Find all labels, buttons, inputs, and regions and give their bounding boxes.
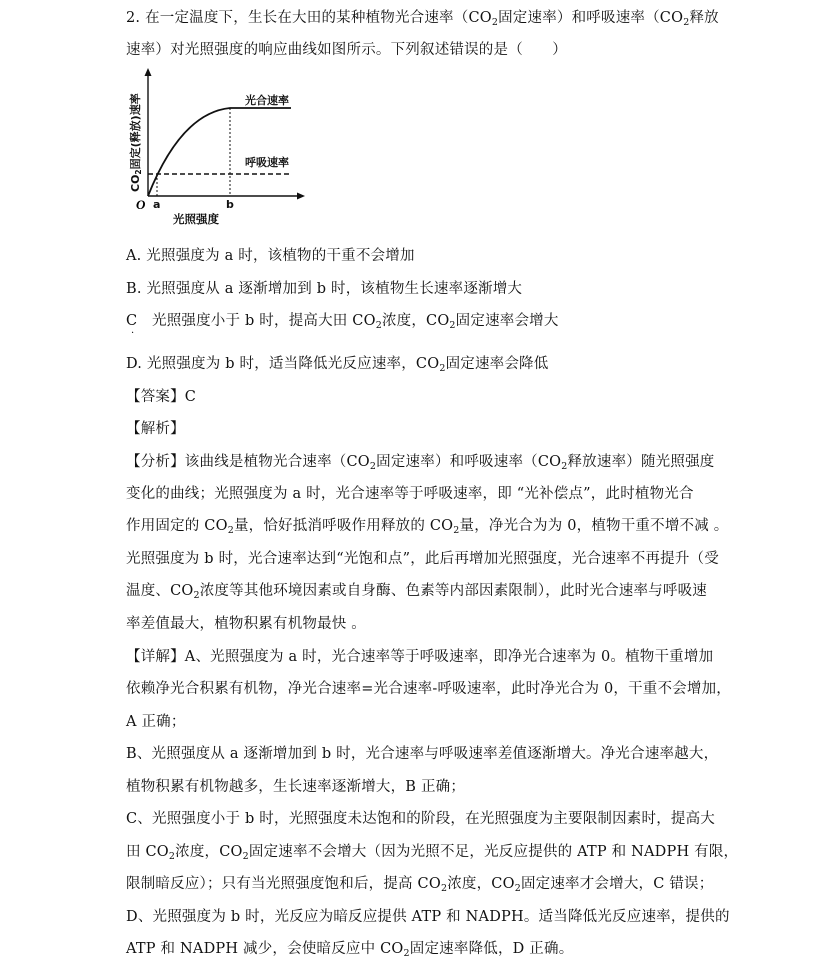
question-stem-line-1: 2. 在一定温度下，生长在大田的某种植物光合速率（$CO_2$固定速率）和呼吸速率（$CO_2$释放 xyxy=(126,10,719,28)
detail-line-2: 依赖净光合积累有机物，净光合速率=光合速率-呼吸速率，此时净光合为 0，干重不会增加， xyxy=(126,681,731,697)
photosynthesis-curve xyxy=(148,108,291,196)
option-b: B. 光照强度从 a 逐渐增加到 b 时，该植物生长速率逐渐增大 xyxy=(126,281,523,297)
detail-line-10: ATP 和 NADPH 减少，会使暗反应中 $CO_2$固定速率降低，D 正确。 xyxy=(126,941,574,959)
svg-text:CO2固定(释放)速率: CO2固定(释放)速率 xyxy=(129,93,143,192)
tick-b: b xyxy=(226,198,234,211)
analysis-title: 【解析】 xyxy=(126,421,185,437)
answer: 【答案】C xyxy=(126,389,197,405)
question-number: 2. xyxy=(126,10,141,26)
analysis-line-1: 【分析】该曲线是植物光合速率（$CO_2$固定速率）和呼吸速率（$CO_2$释放速率）随光照强度 xyxy=(126,454,715,472)
y-axis-label xyxy=(128,93,143,192)
tick-a: a xyxy=(153,198,161,211)
option-c: C 光照强度小于 b 时，提高大田 $CO_2$浓度，$CO_2$固定速率会增大 xyxy=(126,313,559,331)
rate-light-curve-figure xyxy=(126,68,306,230)
option-d: D. 光照强度为 b 时，适当降低光反应速率，$CO_2$固定速率会降低 xyxy=(126,356,549,374)
detail-line-5: 植物积累有机物越多，生长速率逐渐增大，B 正确； xyxy=(126,779,466,795)
option-a: A. 光照强度为 a 时，该植物的干重不会增加 xyxy=(126,248,415,264)
y-axis-arrow xyxy=(145,68,152,76)
detail-line-3: A 正确； xyxy=(126,714,186,730)
analysis-line-4: 光照强度为 b 时，光合速率达到“光饱和点”，此后再增加光照强度，光合速率不再提升（受 xyxy=(126,551,719,567)
analysis-line-3: 作用固定的 $CO_2$量，恰好抵消呼吸作用释放的 $CO_2$量，净光合为为 0，植物干重不增不减 。 xyxy=(126,518,729,536)
x-axis-label: 光照强度 xyxy=(173,212,219,226)
detail-line-4: B、光照强度从 a 逐渐增加到 b 时，光合速率与呼吸速率差值逐渐增大。净光合速率越大， xyxy=(126,746,719,762)
detail-line-7: 田 $CO_2$浓度，$CO_2$固定速率不会增大（因为光照不足，光反应提供的 ATP 和 NADPH 有限， xyxy=(126,844,739,862)
analysis-line-5: 温度、$CO_2$浓度等其他环境因素或自身酶、色素等内部因素限制），此时光合速率与呼吸速 xyxy=(126,583,707,601)
detail-line-6: C、光照强度小于 b 时，光照强度未达饱和的阶段，在光照强度为主要限制因素时，提高大 xyxy=(126,811,715,827)
label-photosynthesis-rate: 光合速率 xyxy=(245,94,289,107)
origin-label: O xyxy=(136,197,146,212)
detail-line-8: 限制暗反应）；只有当光照强度饱和后，提高 $CO_2$浓度，$CO_2$固定速率才会增大，C 错误； xyxy=(126,876,714,894)
x-axis-arrow xyxy=(297,193,305,200)
stray-dot: · xyxy=(131,328,135,339)
analysis-line-6: 率差值最大，植物积累有机物最快 。 xyxy=(126,616,367,632)
question-stem-line-2: 速率）对光照强度的响应曲线如图所示。下列叙述错误的是（ ） xyxy=(126,42,567,58)
analysis-line-2: 变化的曲线；光照强度为 a 时，光合速率等于呼吸速率，即 “光补偿点”，此时植物光合 xyxy=(126,486,694,502)
detail-line-9: D、光照强度为 b 时，光反应为暗反应提供 ATP 和 NADPH。适当降低光反应速率，提供的 xyxy=(126,909,730,925)
detail-line-1: 【详解】A、光照强度为 a 时，光合速率等于呼吸速率，即净光合速率为 0。植物干重增加 xyxy=(126,649,714,665)
label-respiration-rate: 呼吸速率 xyxy=(245,156,289,169)
